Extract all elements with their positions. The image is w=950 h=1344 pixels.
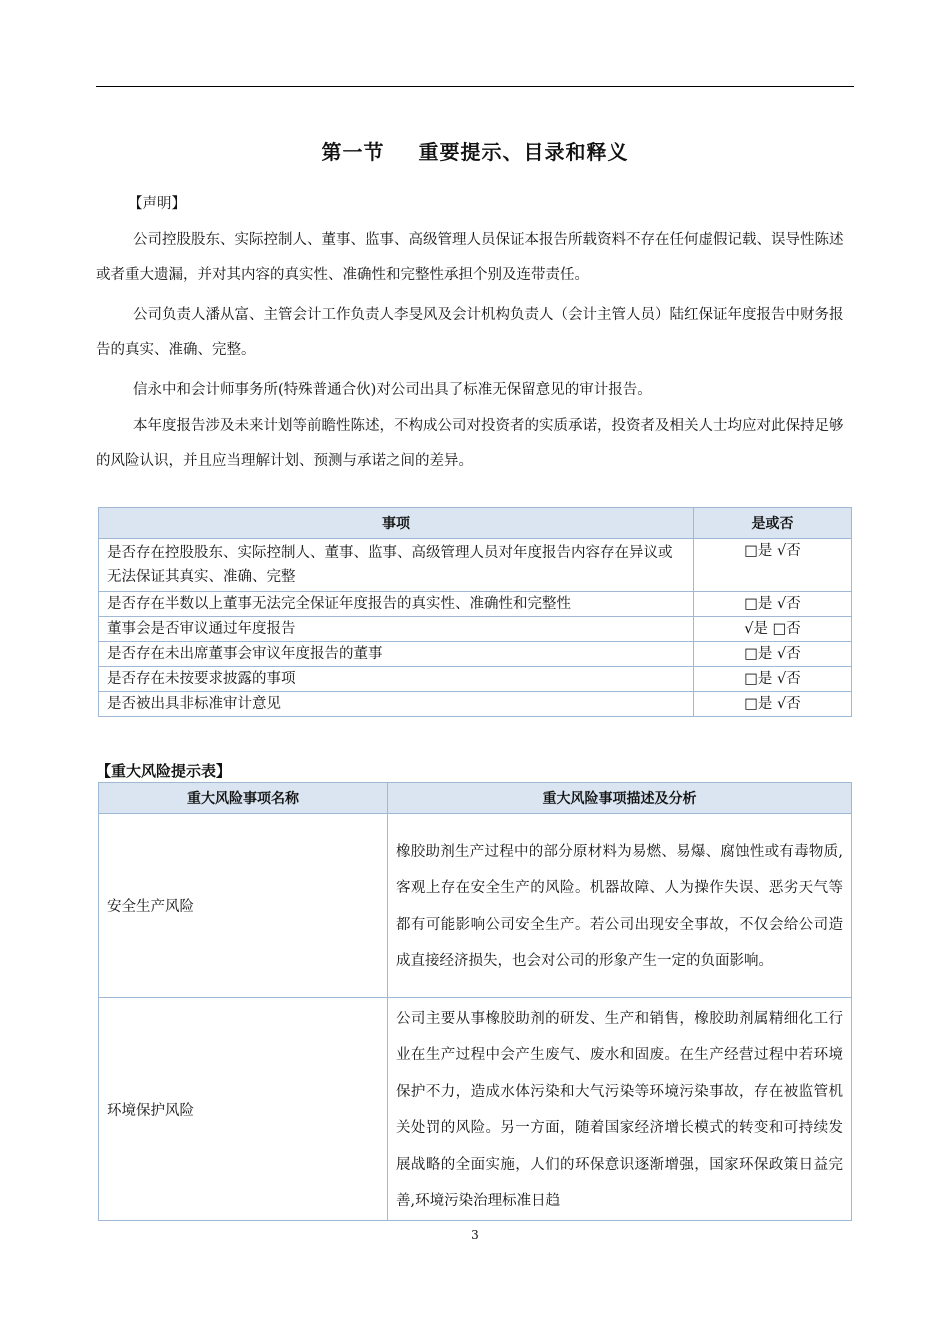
- table-row: [99, 667, 852, 692]
- header-rule: [96, 86, 854, 87]
- table-row: [99, 814, 852, 998]
- statement-heading: 【声明】: [128, 196, 186, 212]
- answer-cell: □是 √否: [694, 539, 852, 592]
- statement-paragraph-4: 本年度报告涉及未来计划等前瞻性陈述，不构成公司对投资者的实质承诺，投资者及相关人士均应对此保持足够的风险认识，并且应当理解计划、预测与承诺之间的差异。: [96, 418, 844, 469]
- answer-cell: □是 √否: [694, 642, 852, 667]
- section-title-text: 重要提示、目录和释义: [418, 140, 629, 164]
- section-number: 第一节: [321, 140, 385, 164]
- table-row: [99, 592, 852, 617]
- risk-table-heading: 【重大风险提示表】: [96, 762, 232, 780]
- risk-name-cell: 安全生产风险: [99, 814, 388, 998]
- table-row: [99, 692, 852, 717]
- table-header-row: [99, 783, 852, 814]
- answer-cell: □是 √否: [694, 692, 852, 717]
- item-cell: 董事会是否审议通过年度报告: [99, 617, 694, 642]
- table-header-row: [99, 508, 852, 539]
- column-header-risk-name: 重大风险事项名称: [99, 783, 388, 814]
- table-row: [99, 998, 852, 1221]
- column-header-item: 事项: [99, 508, 694, 539]
- answer-cell: √是 □否: [694, 617, 852, 642]
- page-number: 3: [471, 1228, 479, 1242]
- item-cell: 是否存在控股股东、实际控制人、董事、监事、高级管理人员对年度报告内容存在异议或无法保证其真实、准确、完整: [99, 539, 694, 592]
- column-header-risk-description: 重大风险事项描述及分析: [388, 783, 852, 814]
- column-header-answer: 是或否: [694, 508, 852, 539]
- risk-description-cell: 公司主要从事橡胶助剂的研发、生产和销售，橡胶助剂属精细化工行业在生产过程中会产生废气、废水和固废。在生产经营过程中若环境保护不力，造成水体污染和大气污染等环境污染事故，存在被监管机关处罚的风险。另一方面，随着国家经济增长模式的转变和可持续发展战略的全面实施，人们的环保意识逐渐增强，国家环保政策日益完善,环境污染治理标准日趋: [388, 998, 852, 1221]
- table-row: [99, 617, 852, 642]
- risk-name-cell: 环境保护风险: [99, 998, 388, 1221]
- item-cell: 是否存在未按要求披露的事项: [99, 667, 694, 692]
- item-cell: 是否被出具非标准审计意见: [99, 692, 694, 717]
- answer-cell: □是 √否: [694, 592, 852, 617]
- item-cell: 是否存在半数以上董事无法完全保证年度报告的真实性、准确性和完整性: [99, 592, 694, 617]
- statement-paragraph-1: 公司控股股东、实际控制人、董事、监事、高级管理人员保证本报告所载资料不存在任何虚假记载、误导性陈述或者重大遗漏，并对其内容的真实性、准确性和完整性承担个别及连带责任。: [96, 232, 844, 283]
- item-cell: 是否存在未出席董事会审议年度报告的董事: [99, 642, 694, 667]
- statement-paragraph-2: 公司负责人潘从富、主管会计工作负责人李旻风及会计机构负责人（会计主管人员）陆红保证年度报告中财务报告的真实、准确、完整。: [96, 307, 844, 358]
- statement-paragraph-3: 信永中和会计师事务所(特殊普通合伙)对公司出具了标准无保留意见的审计报告。: [133, 382, 652, 398]
- confirmation-table: [98, 507, 852, 717]
- table-row: [99, 539, 852, 592]
- risk-table: [98, 782, 852, 1221]
- answer-cell: □是 √否: [694, 667, 852, 692]
- table-row: [99, 642, 852, 667]
- section-title: [96, 136, 854, 165]
- risk-description-cell: 橡胶助剂生产过程中的部分原材料为易燃、易爆、腐蚀性或有毒物质,客观上存在安全生产的风险。机器故障、人为操作失误、恶劣天气等都有可能影响公司安全生产。若公司出现安全事故，不仅会给公司造成直接经济损失，也会对公司的形象产生一定的负面影响。: [388, 814, 852, 998]
